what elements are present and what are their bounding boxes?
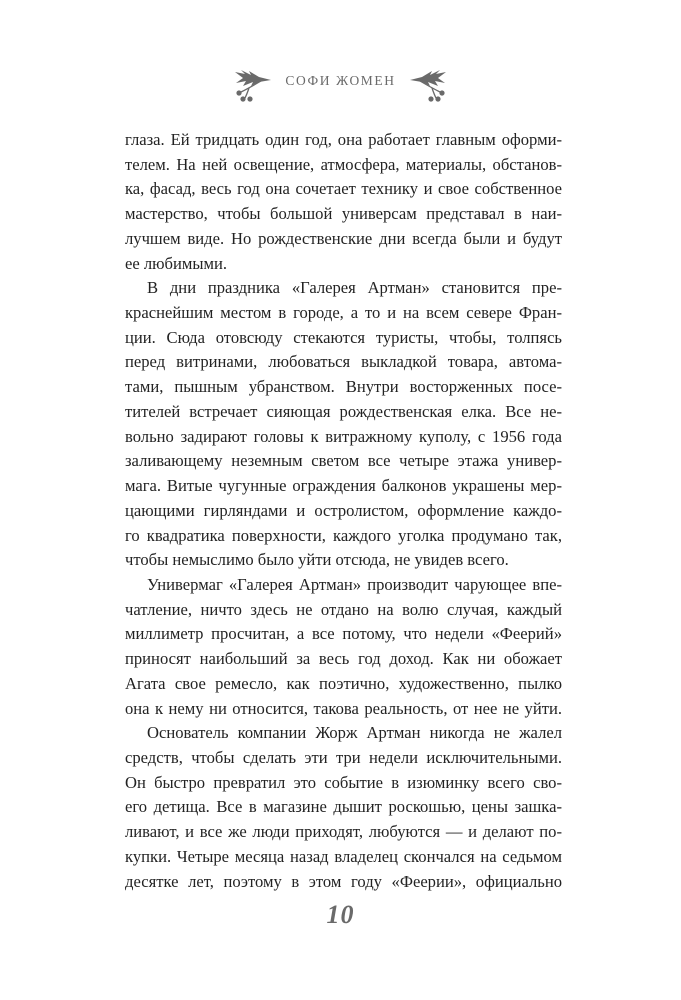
text-line: средств, чтобы сделать эти три недели исключительными.	[125, 747, 562, 767]
text-line: ции. Сюда отовсюду стекаются туристы, чтобы, толпясь	[125, 327, 562, 347]
text-line: ка, фасад, весь год она сочетает технику и свое собственное	[125, 179, 562, 199]
text-line: тителей встречает сияющая рождественская елка. Все не-	[125, 401, 562, 421]
text-line: миллиметр просчитан, а все потому, что недели «Феерий»	[125, 624, 562, 644]
text-line: чтобы немыслимо было уйти отсюда, не увидев всего.	[125, 550, 509, 570]
text-line: Основатель компании Жорж Артман никогда не жалел	[147, 723, 562, 743]
running-title: СОФИ ЖОМЕН	[285, 73, 396, 88]
text-line: перед витринами, любоваться выкладкой товара, автома-	[125, 352, 562, 372]
text-line: ее любимыми.	[125, 253, 228, 273]
text-line: его детища. Все в магазине дышит роскошью, цены зашка-	[125, 797, 562, 817]
text-line: мастерство, чтобы большой универсам представал в наи-	[125, 204, 562, 224]
text-line: Универмаг «Галерея Артман» производит чарующее впе-	[147, 574, 562, 594]
text-line: телем. На ней освещение, атмосфера, материалы, обстанов-	[125, 154, 562, 174]
text-line: лучшем виде. Но рождественские дни всегда были и будут	[125, 228, 562, 248]
holly-branch-icon	[406, 66, 450, 102]
text-line: мага. Витые чугунные ограждения балконов украшены мер-	[125, 476, 562, 496]
text-line: Он быстро превратил это событие в изюминку всего сво-	[125, 772, 562, 792]
text-line: ливают, и все же люди приходят, любуются — и делают по-	[125, 822, 562, 842]
text-line: Агата свое ремесло, как поэтично, художественно, пылко	[125, 673, 562, 693]
text-line: чатление, ничто здесь не отдано на волю случая, каждый	[125, 599, 562, 619]
text-line: глаза. Ей тридцать один год, она работает главным оформи-	[125, 130, 562, 149]
text-line: она к нему ни относится, такова реальность, от нее не уйти.	[125, 698, 562, 718]
text-line: го квадратика поверхности, каждого уголка продумано так,	[125, 525, 562, 545]
text-line: заливающему неземным светом все четыре этажа универ-	[125, 451, 562, 471]
text-line: тами, пышным убранством. Внутри восторженных посе-	[125, 377, 562, 397]
body-text	[125, 128, 562, 894]
text-line: приносят наибольший за весь год доход. Как ни обожает	[125, 649, 562, 669]
text-line: десятке лет, поэтому в этом году «Феерии», официально	[125, 871, 562, 891]
text-line: краснейшим местом в городе, а то и на всем севере Фран-	[125, 303, 562, 323]
text-line: В дни праздника «Галерея Артман» становится пре-	[147, 278, 562, 298]
text-line: вольно задирают головы к витражному куполу, с 1956 года	[125, 426, 562, 446]
holly-branch-icon	[231, 66, 275, 102]
running-header	[0, 66, 681, 102]
text-line: купки. Четыре месяца назад владелец скончался на седьмом	[125, 846, 562, 866]
text-line: цающими гирляндами и остролистом, оформление каждо-	[125, 500, 562, 520]
page-number: 10	[326, 900, 355, 929]
